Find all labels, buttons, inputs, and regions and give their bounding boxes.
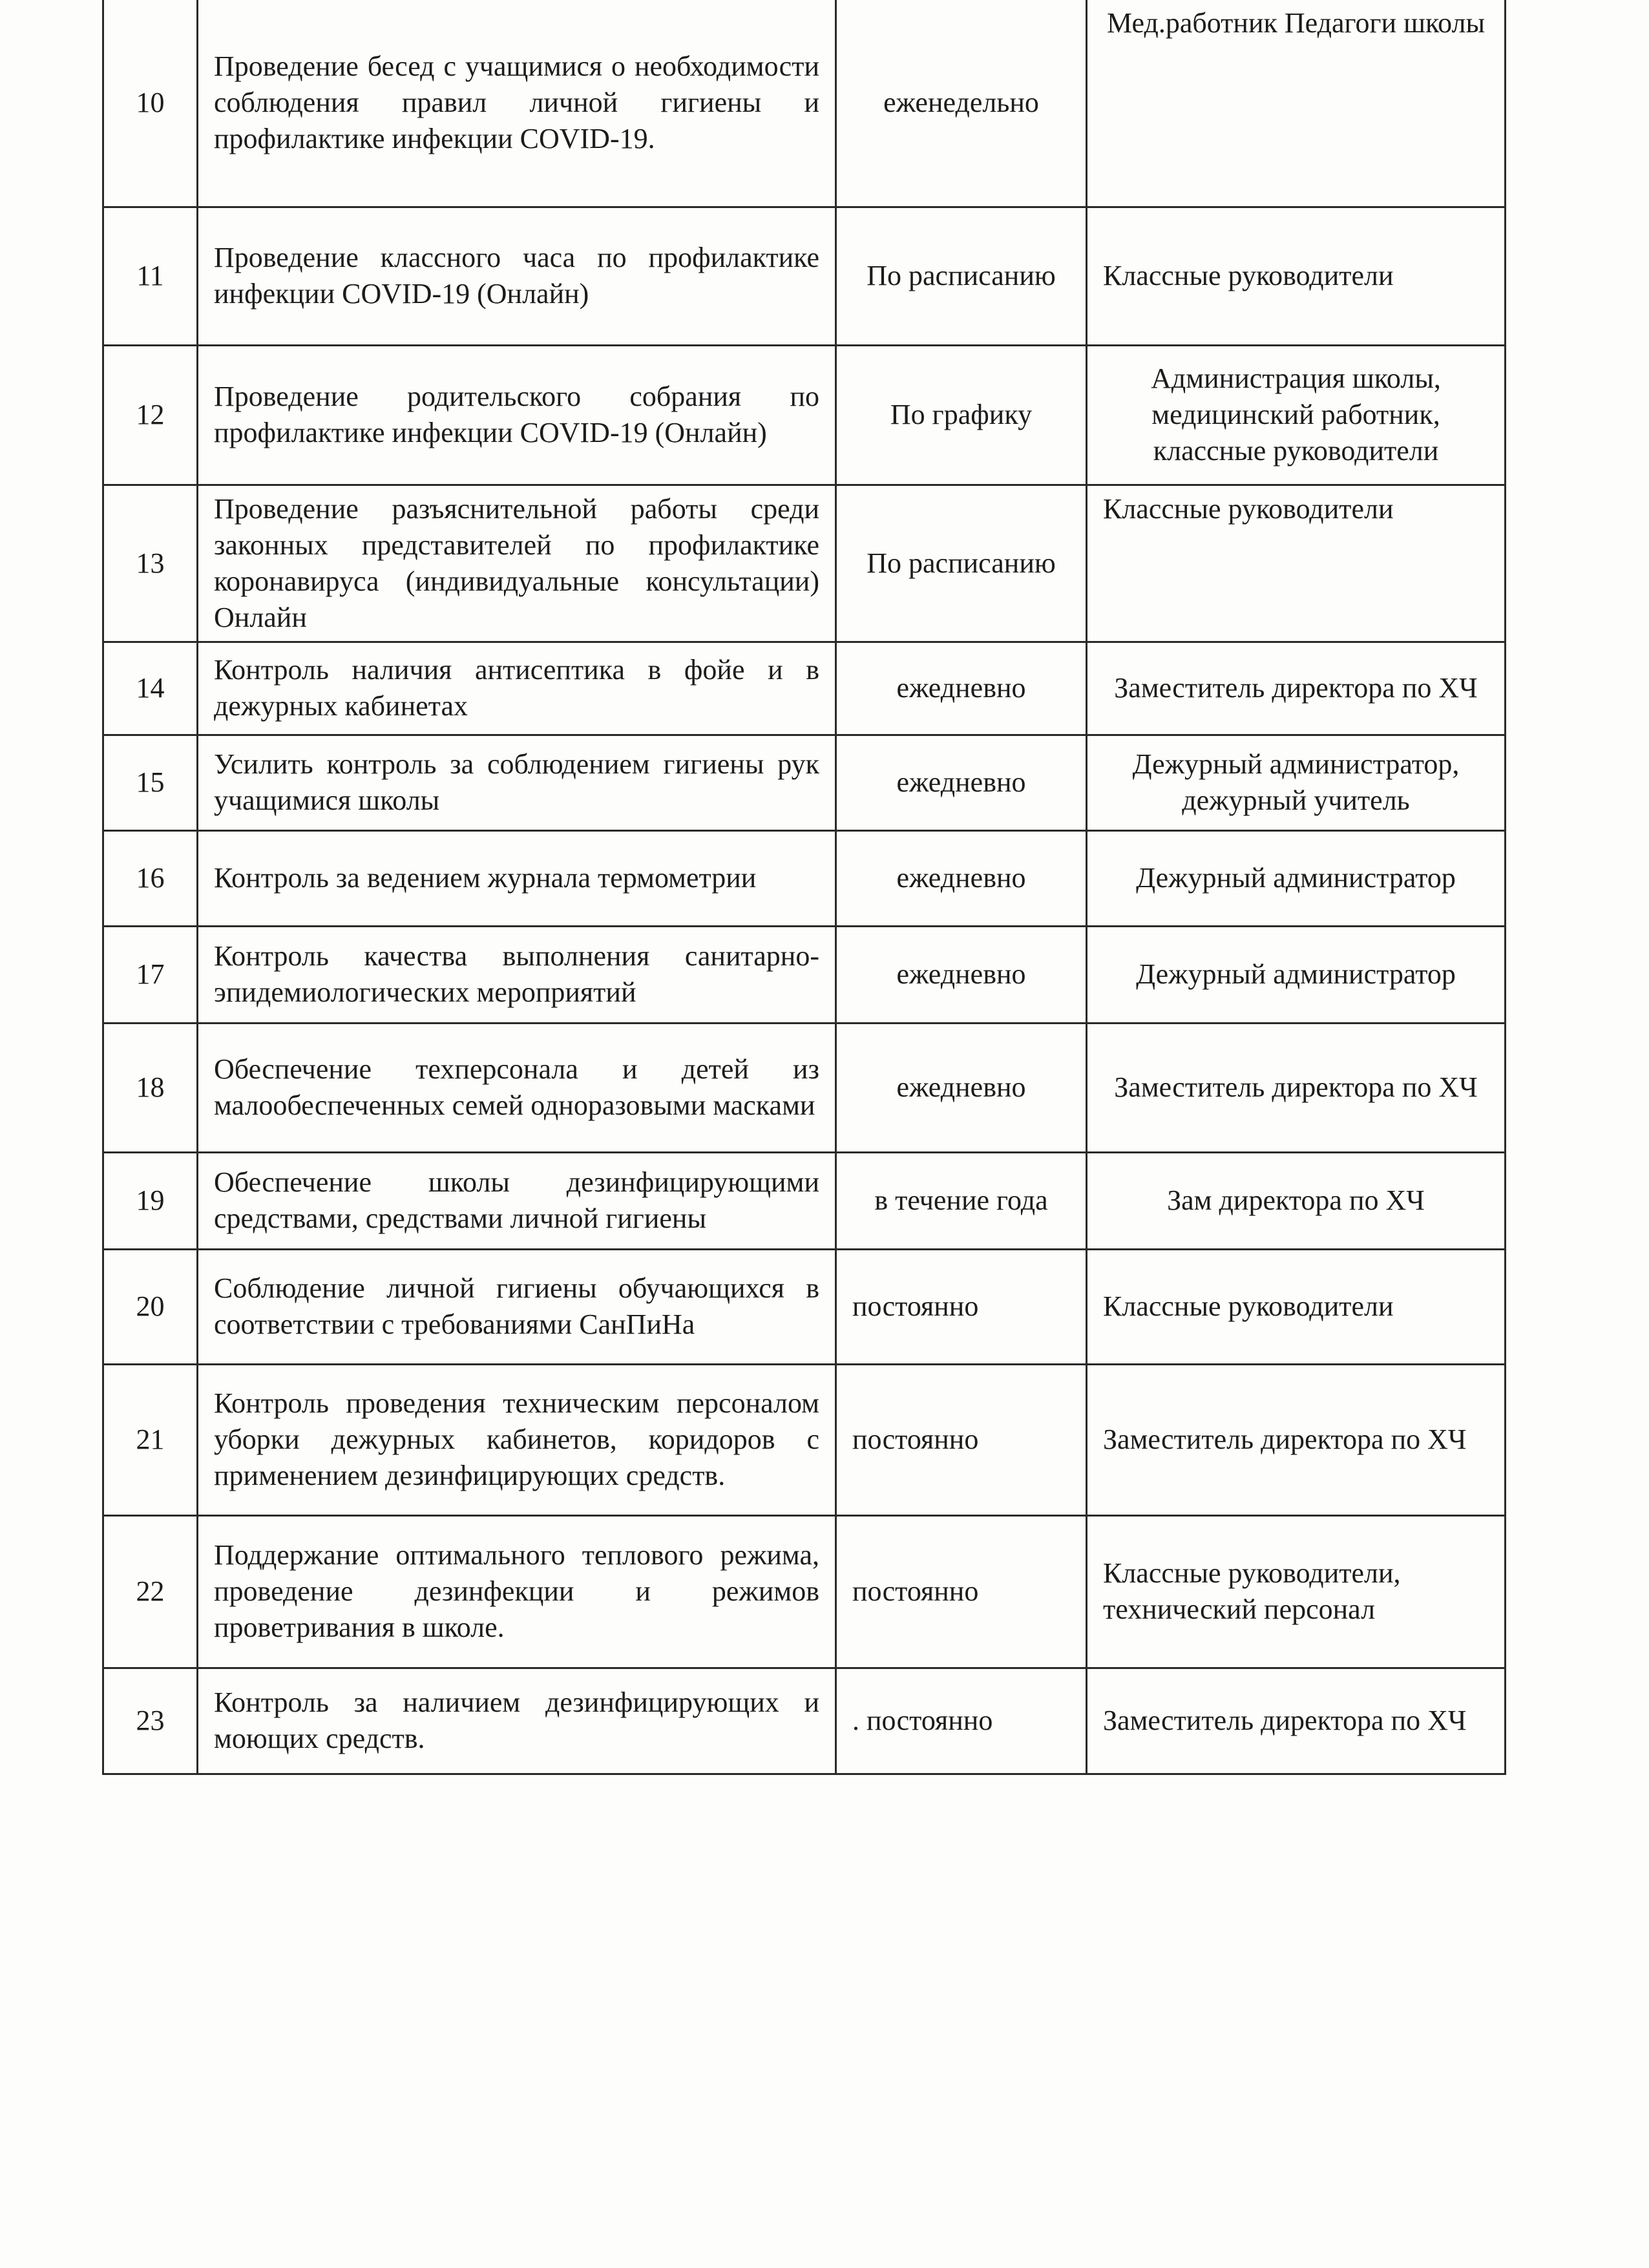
term-cell: постоянно <box>836 1515 1087 1668</box>
row-number: 18 <box>103 1023 198 1152</box>
activity-cell: Обеспечение техперсонала и детей из малообеспеченных семей одноразовыми масками <box>198 1023 836 1152</box>
row-number: 21 <box>103 1364 198 1515</box>
table-row <box>103 642 1506 735</box>
responsible-cell: Зам директора по ХЧ <box>1087 1152 1506 1249</box>
responsible-cell: Дежурный администратор, дежурный учитель <box>1087 735 1506 830</box>
activity-cell: Проведение родительского собрания по профилактике инфекции COVID-19 (Онлайн) <box>198 345 836 485</box>
activity-cell: Усилить контроль за соблюдением гигиены рук учащимися школы <box>198 735 836 830</box>
term-cell: ежедневно <box>836 1023 1087 1152</box>
activity-cell: Обеспечение школы дезинфицирующими средствами, средствами личной гигиены <box>198 1152 836 1249</box>
activity-cell: Соблюдение личной гигиены обучающихся в соответствии с требованиями СанПиНа <box>198 1249 836 1364</box>
activity-cell: Контроль качества выполнения санитарно-эпидемиологических мероприятий <box>198 926 836 1023</box>
table-row <box>103 735 1506 830</box>
term-cell: постоянно <box>836 1249 1087 1364</box>
activity-cell: Контроль за ведением журнала термометрии <box>198 830 836 926</box>
table-row <box>103 1515 1506 1668</box>
term-cell: По графику <box>836 345 1087 485</box>
term-cell: . постоянно <box>836 1668 1087 1774</box>
table-row <box>103 1364 1506 1515</box>
activity-cell: Поддержание оптимального теплового режима, проведение дезинфекции и режимов проветривания в школе. <box>198 1515 836 1668</box>
term-cell: ежедневно <box>836 926 1087 1023</box>
row-number: 17 <box>103 926 198 1023</box>
row-number: 13 <box>103 485 198 642</box>
responsible-cell: Заместитель директора по ХЧ <box>1087 1023 1506 1152</box>
row-number: 23 <box>103 1668 198 1774</box>
table-row <box>103 1249 1506 1364</box>
term-cell: ежедневно <box>836 735 1087 830</box>
term-cell: По расписанию <box>836 485 1087 642</box>
row-number: 20 <box>103 1249 198 1364</box>
table-row <box>103 830 1506 926</box>
row-number: 22 <box>103 1515 198 1668</box>
responsible-cell: Классные руководители <box>1087 1249 1506 1364</box>
row-number: 19 <box>103 1152 198 1249</box>
activity-cell: Проведение бесед с учащимися о необходимости соблюдения правил личной гигиены и профилактике инфекции COVID-19. <box>198 0 836 207</box>
table-row <box>103 345 1506 485</box>
responsible-cell: Классные руководители, технический персонал <box>1087 1515 1506 1668</box>
row-number: 10 <box>103 0 198 207</box>
responsible-cell: Мед.работник Педагоги школы <box>1087 0 1506 207</box>
row-number: 16 <box>103 830 198 926</box>
table-row <box>103 207 1506 345</box>
row-number: 15 <box>103 735 198 830</box>
responsible-cell: Дежурный администратор <box>1087 830 1506 926</box>
table-row <box>103 1668 1506 1774</box>
term-cell: ежедневно <box>836 642 1087 735</box>
term-cell: в течение года <box>836 1152 1087 1249</box>
responsible-cell: Заместитель директора по ХЧ <box>1087 1364 1506 1515</box>
term-cell: еженедельно <box>836 0 1087 207</box>
measures-table <box>102 0 1506 1775</box>
activity-cell: Проведение разъяснительной работы среди законных представителей по профилактике коронавируса (индивидуальные консультации) Онлайн <box>198 485 836 642</box>
activity-cell: Проведение классного часа по профилактике инфекции COVID-19 (Онлайн) <box>198 207 836 345</box>
responsible-cell: Заместитель директора по ХЧ <box>1087 642 1506 735</box>
row-number: 14 <box>103 642 198 735</box>
responsible-cell: Администрация школы, медицинский работник, классные руководители <box>1087 345 1506 485</box>
table-row <box>103 0 1506 207</box>
row-number: 11 <box>103 207 198 345</box>
table-row <box>103 485 1506 642</box>
activity-cell: Контроль наличия антисептика в фойе и в дежурных кабинетах <box>198 642 836 735</box>
responsible-cell: Классные руководители <box>1087 485 1506 642</box>
table-row <box>103 926 1506 1023</box>
responsible-cell: Заместитель директора по ХЧ <box>1087 1668 1506 1774</box>
table-row <box>103 1152 1506 1249</box>
responsible-cell: Дежурный администратор <box>1087 926 1506 1023</box>
term-cell: постоянно <box>836 1364 1087 1515</box>
term-cell: ежедневно <box>836 830 1087 926</box>
row-number: 12 <box>103 345 198 485</box>
responsible-cell: Классные руководители <box>1087 207 1506 345</box>
activity-cell: Контроль проведения техническим персоналом уборки дежурных кабинетов, коридоров с применением дезинфицирующих средств. <box>198 1364 836 1515</box>
term-cell: По расписанию <box>836 207 1087 345</box>
activity-cell: Контроль за наличием дезинфицирующих и моющих средств. <box>198 1668 836 1774</box>
table-row <box>103 1023 1506 1152</box>
